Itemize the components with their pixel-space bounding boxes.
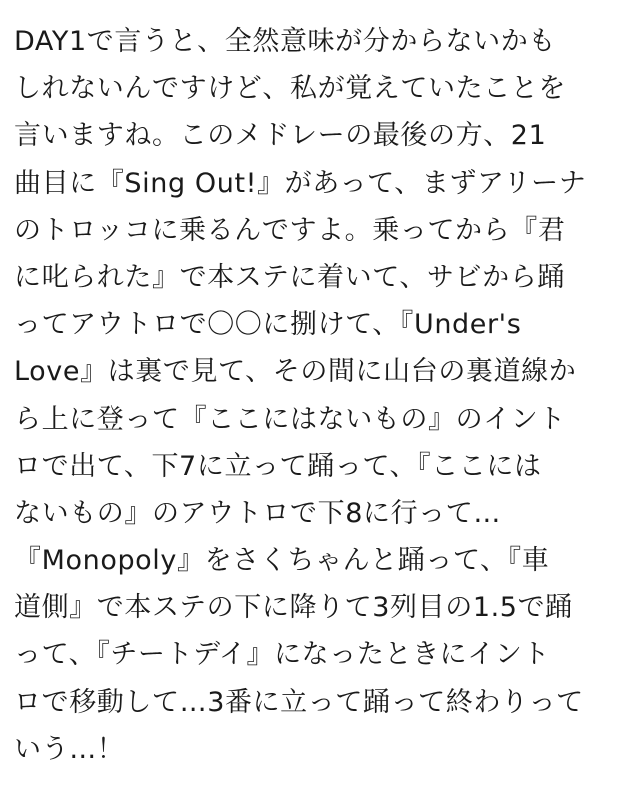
text-line-16: いう…！ [14,733,125,765]
text-line-2: しれないんですけど、私が覚えていたことを [14,73,566,105]
article-body [14,18,626,773]
text-line-10: ロで出て、下7に立って踊って、『ここには [14,450,542,482]
text-line-7: ってアウトロで〇〇に捌けて、『Under's [14,309,522,341]
text-line-15: ロで移動して…3番に立って踊って終わりって [14,686,584,718]
text-line-11: ないもの』のアウトロで下8に行って… [14,497,501,529]
text-line-14: って、『チートデイ』になったときにイント [14,639,551,671]
text-line-4: 曲目に『Sing Out!』があって、まずアリーナ [14,167,587,199]
text-line-6: に叱られた』で本ステに着いて、サビから踊 [14,261,565,293]
text-line-12: 『Monopoly』をさくちゃんと踊って、『車 [14,545,550,577]
text-line-13: 道側』で本ステの下に降りて3列目の1.5で踊 [14,592,573,624]
text-line-1: DAY1で言うと、全然意味が分からないかも [14,26,556,57]
text-line-5: のトロッコに乗るんですよ。乗ってから『君 [14,214,566,246]
text-line-9: ら上に登って『ここにはないもの』のイント [14,403,566,435]
text-line-3: 言いますね。このメドレーの最後の方、21 [14,120,547,152]
text-line-8: Love』は裏で見て、その間に山台の裏道線か [14,356,577,388]
